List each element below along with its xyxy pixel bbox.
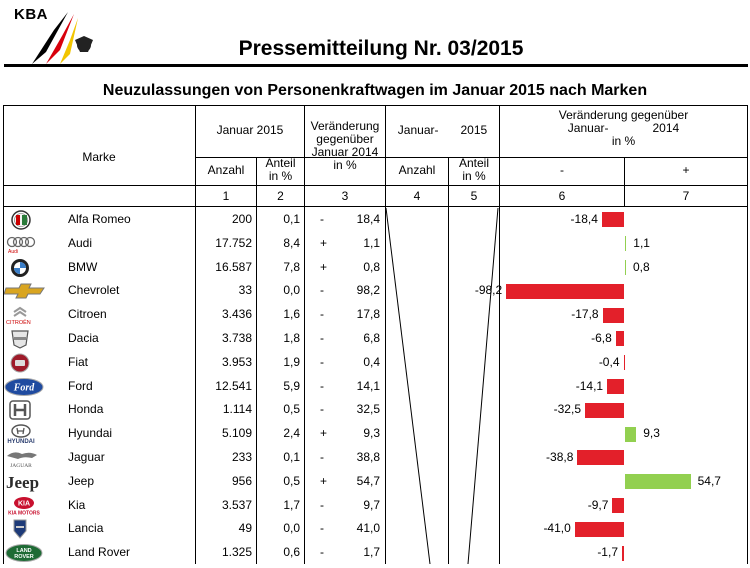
change-value-cell: 54,7 (356, 473, 380, 488)
jeep-logo (4, 472, 50, 492)
header-anzahl-2: Anzahl (398, 163, 436, 177)
chart-bar-negative (575, 522, 624, 537)
col-num-1: 1 (222, 189, 230, 203)
chart-data-label: -38,8 (546, 449, 574, 464)
chart-bar-negative (624, 355, 625, 370)
chart-data-label: -32,5 (553, 402, 581, 417)
marke-cell: Kia (68, 497, 86, 512)
marke-cell: Dacia (68, 330, 99, 345)
dacia-logo (4, 329, 50, 349)
header-chart: Veränderung gegenüber Januar- 2014 in % (558, 108, 689, 148)
change-sign-cell: - (320, 211, 324, 226)
marke-cell: Hyundai (68, 426, 113, 441)
header-anteil-2: Anteil in % (458, 156, 490, 183)
chart-bar-negative (585, 403, 624, 418)
chart-data-label: -14,1 (575, 378, 604, 393)
chart-data-label: 9,3 (643, 426, 660, 441)
anzahl-cell: 49 (238, 521, 252, 536)
change-sign-cell: - (320, 545, 324, 560)
svg-text:LAND: LAND (16, 548, 32, 555)
change-value-cell: 14,1 (356, 378, 380, 393)
anzahl-cell: 3.738 (221, 330, 252, 345)
chart-bar-negative (506, 284, 624, 299)
chart-bar-negative (602, 212, 624, 227)
page-title: Pressemitteilung Nr. 03/2015 (238, 37, 524, 60)
svg-text:KIA MOTORS: KIA MOTORS (8, 510, 40, 516)
change-sign-cell: - (320, 307, 324, 322)
anzahl-cell: 5.109 (221, 426, 252, 441)
anteil-cell: 1,9 (283, 354, 300, 369)
marke-cell: Audi (68, 235, 93, 250)
chart-data-label: -17,8 (571, 307, 599, 322)
header-januar-2015: Januar 2015 (216, 123, 284, 137)
bmw-logo (4, 258, 50, 278)
header-januar-cumulative: Januar- 2015 (397, 123, 488, 137)
marke-cell: Lancia (68, 521, 104, 536)
header-minus: - (560, 163, 564, 177)
chart-bar-positive (625, 427, 636, 442)
header-anzahl: Anzahl (207, 163, 245, 177)
anteil-cell: 1,7 (283, 497, 300, 512)
change-value-cell: 0,8 (363, 259, 380, 274)
citroen-logo (4, 305, 50, 325)
chart-bar-negative (612, 498, 624, 513)
anzahl-cell: 1.114 (222, 402, 252, 417)
header-anteil: Anteil in % (265, 156, 296, 183)
anzahl-cell: 12.541 (215, 378, 252, 393)
chart-data-label: 54,7 (697, 473, 721, 488)
anzahl-cell: 3.436 (221, 307, 252, 322)
marke-cell: Honda (68, 402, 104, 417)
chart-data-label: -18,4 (570, 211, 598, 226)
chart-data-label: -6,8 (591, 330, 612, 345)
marke-cell: Fiat (68, 354, 89, 369)
jaguar-logo (4, 448, 50, 468)
chart-data-label: -98,2 (474, 283, 503, 298)
change-sign-cell: - (320, 378, 324, 393)
change-sign-cell: + (320, 426, 328, 441)
marke-cell: Jaguar (68, 449, 105, 464)
change-value-cell: 1,7 (363, 545, 380, 560)
chart-data-label: -41,0 (543, 521, 571, 536)
chart-bar-negative (616, 331, 624, 346)
change-value-cell: 9,3 (363, 426, 380, 441)
change-sign-cell: - (320, 449, 324, 464)
chart-data-label: 0,8 (633, 259, 650, 274)
header-divider (4, 64, 748, 67)
change-sign-cell: - (320, 330, 324, 345)
marke-cell: Jeep (68, 473, 95, 488)
fiat-logo (4, 353, 50, 373)
col-num-4: 4 (413, 189, 421, 203)
anteil-cell: 0,5 (283, 402, 300, 417)
honda-logo (4, 400, 50, 420)
change-sign-cell: - (320, 354, 324, 369)
change-sign-cell: - (320, 283, 324, 298)
change-value-cell: 32,5 (356, 402, 380, 417)
anteil-cell: 0,5 (283, 473, 300, 488)
chart-bar-negative (577, 450, 624, 465)
anteil-cell: 1,8 (283, 330, 300, 345)
change-value-cell: 41,0 (356, 521, 380, 536)
audi-logo (4, 234, 50, 254)
table-title: Neuzulassungen von Personenkraftwagen im Januar 2015 nach Marken (102, 82, 648, 99)
change-value-cell: 17,8 (356, 307, 380, 322)
col-num-6: 6 (558, 189, 566, 203)
anzahl-cell: 233 (231, 449, 252, 464)
marke-cell: Land Rover (68, 545, 131, 560)
anteil-cell: 2,4 (283, 426, 300, 441)
change-sign-cell: + (320, 235, 328, 250)
anteil-cell: 8,4 (283, 235, 300, 250)
svg-text:CITROËN: CITROËN (6, 320, 31, 326)
svg-text:KIA: KIA (17, 500, 31, 507)
svg-text:HYUNDAI: HYUNDAI (7, 439, 35, 445)
chart-data-label: -0,4 (598, 354, 620, 369)
ford-logo (4, 377, 50, 397)
change-sign-cell: + (320, 259, 328, 274)
change-value-cell: 1,1 (363, 235, 380, 250)
svg-text:Audi: Audi (8, 248, 19, 254)
anteil-cell: 7,8 (283, 259, 300, 274)
col-num-7: 7 (682, 189, 690, 203)
alfa-romeo-logo (4, 210, 50, 230)
change-sign-cell: + (320, 473, 328, 488)
chart-bar-positive (625, 260, 626, 275)
chart-data-label: -9,7 (587, 497, 609, 512)
lancia-logo (4, 519, 50, 539)
col-num-2: 2 (277, 189, 284, 203)
col-num-3: 3 (341, 189, 349, 203)
land-rover-logo (4, 543, 50, 563)
header-marke: Marke (82, 150, 116, 164)
anzahl-cell: 200 (231, 211, 252, 226)
anteil-cell: 0,6 (283, 545, 300, 560)
chart-bar-positive (625, 236, 626, 251)
change-value-cell: 38,8 (356, 449, 380, 464)
kia-logo (4, 496, 50, 516)
change-value-cell: 18,4 (356, 211, 380, 226)
marke-cell: Citroen (68, 307, 107, 322)
anzahl-cell: 16.587 (215, 259, 252, 274)
anteil-cell: 0,1 (283, 449, 300, 464)
chart-data-label: 1,1 (633, 235, 650, 250)
change-sign-cell: - (320, 521, 324, 536)
svg-text:JAGUAR: JAGUAR (10, 462, 32, 468)
chart-bar-negative (607, 379, 624, 394)
chevrolet-logo (4, 281, 50, 301)
col-num-5: 5 (470, 189, 478, 203)
anzahl-cell: 1.325 (221, 545, 252, 560)
change-value-cell: 9,7 (363, 497, 380, 512)
change-value-cell: 6,8 (363, 330, 380, 345)
chart-bar-negative (603, 308, 624, 323)
anzahl-cell: 17.752 (215, 235, 252, 250)
anzahl-cell: 956 (231, 473, 252, 488)
anteil-cell: 0,0 (283, 521, 300, 536)
header-veraenderung: Veränderung gegenüber Januar 2014 in % (310, 119, 380, 172)
chart-bar-positive (625, 474, 691, 489)
anzahl-cell: 3.537 (221, 497, 252, 512)
marke-cell: BMW (68, 259, 98, 274)
anteil-cell: 0,0 (283, 283, 300, 298)
change-value-cell: 0,4 (363, 354, 380, 369)
change-sign-cell: - (320, 402, 324, 417)
anteil-cell: 1,6 (283, 307, 300, 322)
marke-cell: Chevrolet (68, 283, 120, 298)
svg-text:ROVER: ROVER (14, 554, 34, 561)
svg-text:Ford: Ford (13, 382, 35, 393)
chart-data-label: -1,7 (597, 545, 618, 560)
marke-cell: Alfa Romeo (68, 211, 131, 226)
change-value-cell: 98,2 (356, 283, 380, 298)
brands-table (0, 105, 750, 564)
hyundai-logo (4, 424, 50, 444)
change-sign-cell: - (320, 497, 324, 512)
svg-text:Jeep: Jeep (6, 472, 40, 492)
anteil-cell: 5,9 (283, 378, 300, 393)
anzahl-cell: 33 (238, 283, 252, 298)
kba-brand-text: KBA (14, 6, 48, 23)
anteil-cell: 0,1 (283, 211, 300, 226)
anzahl-cell: 3.953 (221, 354, 252, 369)
marke-cell: Ford (68, 378, 93, 393)
header-plus: + (682, 163, 690, 177)
chart-bar-negative (622, 546, 624, 561)
